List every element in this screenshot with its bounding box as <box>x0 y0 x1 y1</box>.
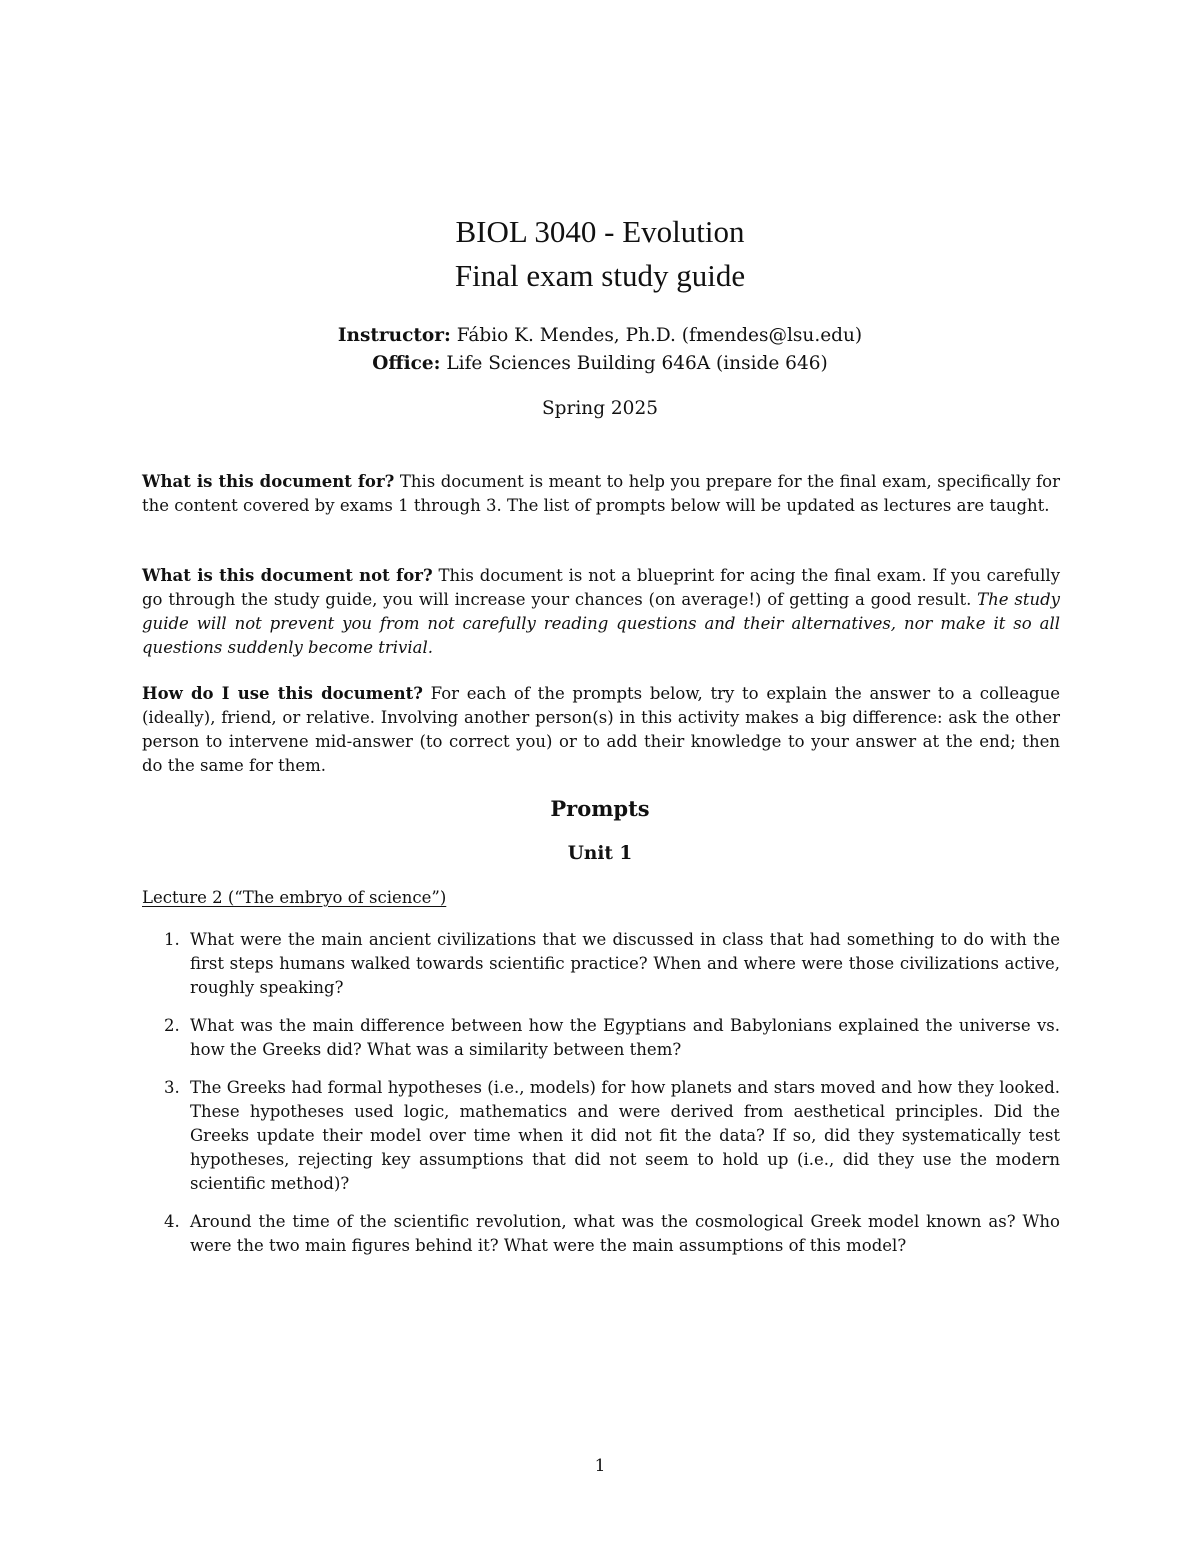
office-value: Life Sciences Building 646A (inside 646) <box>446 353 828 374</box>
intro-paragraph-purpose <box>142 470 1060 518</box>
intro-paragraph-how-to-use <box>142 682 1060 778</box>
unit-heading: Unit 1 <box>567 843 633 864</box>
document-subtitle: Final exam study guide <box>454 258 746 293</box>
intro-paragraph-not-for <box>142 564 1060 660</box>
item-number: 1. <box>164 930 180 949</box>
list-item <box>142 1014 1060 1062</box>
list-item <box>142 1076 1060 1196</box>
intro-text: This document is not a blueprint for acing the final exam. If you carefully go through the study guide, you will increase your chances (on average!) of getting a good result. <box>142 566 1061 609</box>
prompts-heading: Prompts <box>550 796 650 821</box>
intro-italic-note: The study guide will not prevent you from not carefully reading questions and their alternatives, nor make it so all questions suddenly become trivial. <box>142 590 1060 657</box>
item-number: 2. <box>164 1016 180 1035</box>
lecture-title: Lecture 2 (“The embryo of science”) <box>142 888 447 907</box>
course-title: BIOL 3040 - Evolution <box>455 214 745 249</box>
intro-question: How do I use this document? <box>142 684 423 703</box>
item-number: 3. <box>164 1078 180 1097</box>
item-text: Around the time of the scientific revolution, what was the cosmological Greek model known as? Who were the two main figures behind it? What were the main assumptions of this model? <box>190 1212 1060 1255</box>
instructor-line <box>0 324 1200 348</box>
intro-question: What is this document not for? <box>142 566 433 585</box>
list-item <box>142 1210 1060 1258</box>
instructor-label: Instructor: <box>337 325 451 346</box>
intro-text: For each of the prompts below, try to explain the answer to a colleague (ideally), friend, or relative. Involving another person(s) in this activity makes a big difference: ask the other person to intervene mid-answer (to correct you) or to add their knowledge to your answer at the end; then do the same for them. <box>142 684 1060 775</box>
list-item <box>142 928 1060 1000</box>
office-label: Office: <box>372 353 441 374</box>
intro-text: This document is meant to help you prepare for the final exam, specifically for the content covered by exams 1 through 3. The list of prompts below will be updated as lectures are taught. <box>142 472 1060 515</box>
term: Spring 2025 <box>542 398 658 419</box>
item-text: What was the main difference between how the Egyptians and Babylonians explained the universe vs. how the Greeks did? What was a similarity between them? <box>190 1016 1060 1059</box>
prompt-list <box>142 928 1060 1272</box>
office-line <box>0 352 1200 376</box>
intro-question: What is this document for? <box>142 472 395 491</box>
page-number: 1 <box>594 1456 606 1476</box>
item-text: What were the main ancient civilizations that we discussed in class that had something to do with the first steps humans walked towards scientific practice? When and where were those civilizations active, roughly speaking? <box>190 930 1060 997</box>
item-number: 4. <box>164 1212 180 1231</box>
item-text: The Greeks had formal hypotheses (i.e., models) for how planets and stars moved and how they looked. These hypotheses used logic, mathematics and were derived from aesthetical principles. Did the Greeks update their model over time when it did not fit the data? If so, did they systematically test hypotheses, rejecting key assumptions that did not seem to hold up (i.e., did they use the modern scientific method)? <box>190 1078 1060 1193</box>
instructor-value: Fábio K. Mendes, Ph.D. (fmendes@lsu.edu) <box>456 325 863 346</box>
